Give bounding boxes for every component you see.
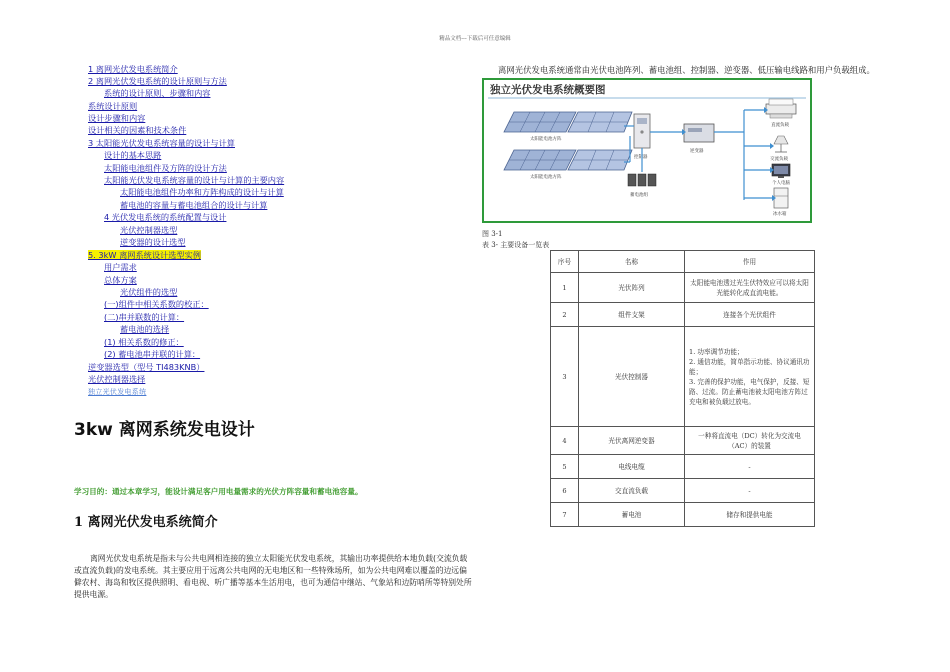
battery-bank-icon [628, 174, 656, 186]
table-row [551, 303, 815, 327]
toc-item-9[interactable]: 太阳能电池组件及方阵的设计方法 [104, 163, 227, 173]
row-no: 4 [551, 427, 579, 455]
toc-item-20[interactable]: (一)组件中相关系数的校正： [104, 299, 209, 309]
toc-item-14[interactable]: 光伏控制器选型 [120, 225, 178, 235]
role-item: 3. 完善的保护功能，电气保护，反接、短路、过流。防止蓄电池被太阳电池方阵过充电和被负载过放电。 [689, 377, 810, 406]
row-name: 光伏离网逆变器 [579, 427, 685, 455]
solar-array-2-label: 太阳能电池方阵 [530, 175, 562, 180]
row-name: 光伏控制器 [579, 327, 685, 427]
toc-item-16-highlighted[interactable]: 5. 3kW 离网系统设计选型实例 [88, 250, 201, 260]
solar-panel-array-2-icon [504, 150, 632, 170]
figure-caption: 图 3-1 [482, 230, 503, 238]
table-caption: 表 3- 主要设备一览表 [482, 241, 550, 249]
inverter-label: 逆变器 [690, 149, 704, 154]
table-row [551, 455, 815, 479]
dc-load-printer-icon [766, 99, 796, 118]
toc-item-19[interactable]: 光伏组件的选型 [120, 287, 178, 297]
toc-item-4[interactable]: 系统设计原则 [88, 101, 138, 111]
equipment-table [550, 250, 815, 527]
row-no: 2 [551, 303, 579, 327]
row-role: 连接各个光伏组件 [685, 303, 815, 327]
toc-item-18[interactable]: 总体方案 [104, 275, 137, 285]
header-no: 序号 [551, 251, 579, 273]
toc-item-23[interactable]: (1) 相关系数的修正： [104, 337, 184, 347]
system-intro-text: 离网光伏发电系统通常由光伏电池阵列、蓄电池组、控制器、逆变器、低压输电线路和用户负载组成。 [498, 65, 875, 75]
dc-load-label: 直流负载 [771, 123, 789, 128]
header-name: 名称 [579, 251, 685, 273]
learning-goal: 学习目的：通过本章学习，能设计满足客户用电量需求的光伏方阵容量和蓄电池容量。 [74, 487, 363, 496]
toc-item-15[interactable]: 逆变器的设计选型 [120, 237, 186, 247]
role-item: 2. 通信功能，简单指示功能、协议通讯功能； [689, 357, 810, 376]
toc-item-21[interactable]: (二)串并联数的计算： [104, 312, 185, 322]
section-1-title: 1 离网光伏发电系统简介 [74, 515, 218, 530]
role-item: 1. 功率调节功能； [689, 347, 744, 356]
row-name: 电线电缆 [579, 455, 685, 479]
ac-load-lamp-icon [774, 136, 788, 152]
ac-load-label: 交流负载 [770, 157, 788, 162]
toc-item-17[interactable]: 用户需求 [104, 262, 137, 272]
row-name: 交直流负载 [579, 479, 685, 503]
toc-item-13[interactable]: 4 光伏发电系统的系统配置与设计 [104, 212, 227, 222]
section-1-paragraph-text: 离网光伏发电系统是指未与公共电网相连接的独立太阳能光伏发电系统，其输出功率提供给本地负载(交流负载或直流负载)的发电系统。其主要应用于远离公共电网的无电地区和一些特殊场所，如为公共电网难以覆盖的边远偏僻农村、海岛和牧区提供照明、看电视、听广播等基本生活用电，也可为通信中继站、气象站和边防哨所等特别处所提供电源。 [74, 554, 472, 599]
controller-icon [634, 114, 650, 148]
toc-item-10[interactable]: 太阳能光伏发电系统容量的设计与计算的主要内容 [104, 175, 285, 185]
table-header-row [551, 251, 815, 273]
row-no: 1 [551, 273, 579, 303]
document-title: 3kw 离网系统发电设计 [74, 420, 255, 440]
row-role-list [685, 327, 815, 427]
table-row [551, 327, 815, 427]
row-role: 一种将直流电（DC）转化为交流电（AC）的装置 [685, 427, 815, 455]
row-role: 储存和提供电能 [685, 503, 815, 527]
solar-panel-array-1-icon [504, 112, 632, 132]
row-role: - [685, 455, 815, 479]
toc-item-3[interactable]: 系统的设计原则、步骤和内容 [104, 88, 211, 98]
personal-computer-icon [772, 164, 790, 178]
system-overview-diagram [482, 78, 812, 223]
toc-item-27[interactable]: 独立光伏发电系统 [88, 388, 147, 396]
table-row [551, 427, 815, 455]
toc-item-5[interactable]: 设计步骤和内容 [88, 113, 146, 123]
header-role: 作用 [685, 251, 815, 273]
row-no: 7 [551, 503, 579, 527]
table-row [551, 273, 815, 303]
toc-item-6[interactable]: 设计相关的因素和技术条件 [88, 125, 187, 135]
row-no: 3 [551, 327, 579, 427]
diagram-title: 独立光伏发电系统概要图 [490, 84, 606, 96]
table-row [551, 479, 815, 503]
toc-item-8[interactable]: 设计的基本思路 [104, 150, 162, 160]
toc-item-24[interactable]: (2) 蓄电池串并联的计算： [104, 349, 201, 359]
row-role: 太阳能电池透过光生伏特效应可以将太阳光能转化成直流电能。 [685, 273, 815, 303]
row-name: 光伏阵列 [579, 273, 685, 303]
toc-item-26[interactable]: 光伏控制器选择 [88, 374, 146, 384]
row-name: 蓄电池 [579, 503, 685, 527]
system-diagram-svg [484, 80, 810, 221]
fridge-label: 冰水箱 [773, 212, 787, 217]
toc-item-11[interactable]: 太阳能电池组件功率和方阵构成的设计与计算 [120, 187, 284, 197]
section-1-paragraph [74, 553, 472, 601]
toc-item-12[interactable]: 蓄电池的容量与蓄电池组合的设计与计算 [120, 200, 268, 210]
row-no: 6 [551, 479, 579, 503]
row-no: 5 [551, 455, 579, 479]
inverter-icon [684, 124, 714, 142]
battery-label: 蓄电池组 [630, 193, 648, 198]
row-role: - [685, 479, 815, 503]
row-name: 组件支架 [579, 303, 685, 327]
refrigerator-icon [774, 188, 788, 208]
toc-item-25[interactable]: 逆变器选型（型号 TI483KNB） [88, 362, 205, 372]
toc-item-7[interactable]: 3 太阳能光伏发电系统容量的设计与计算 [88, 138, 235, 148]
controller-label: 控制器 [634, 155, 648, 160]
page-header-note: 精品文档---下载后可任意编辑 [439, 36, 511, 42]
pc-label: 个人电脑 [772, 181, 790, 186]
toc-item-2[interactable]: 2 离网光伏发电系统的设计原则与方法 [88, 76, 227, 86]
arrow-heads [682, 107, 776, 201]
toc-item-22[interactable]: 蓄电池的选择 [120, 324, 170, 334]
table-row [551, 503, 815, 527]
toc-item-1[interactable]: 1 离网光伏发电系统简介 [88, 64, 178, 74]
solar-array-1-label: 太阳能电池方阵 [530, 137, 562, 142]
